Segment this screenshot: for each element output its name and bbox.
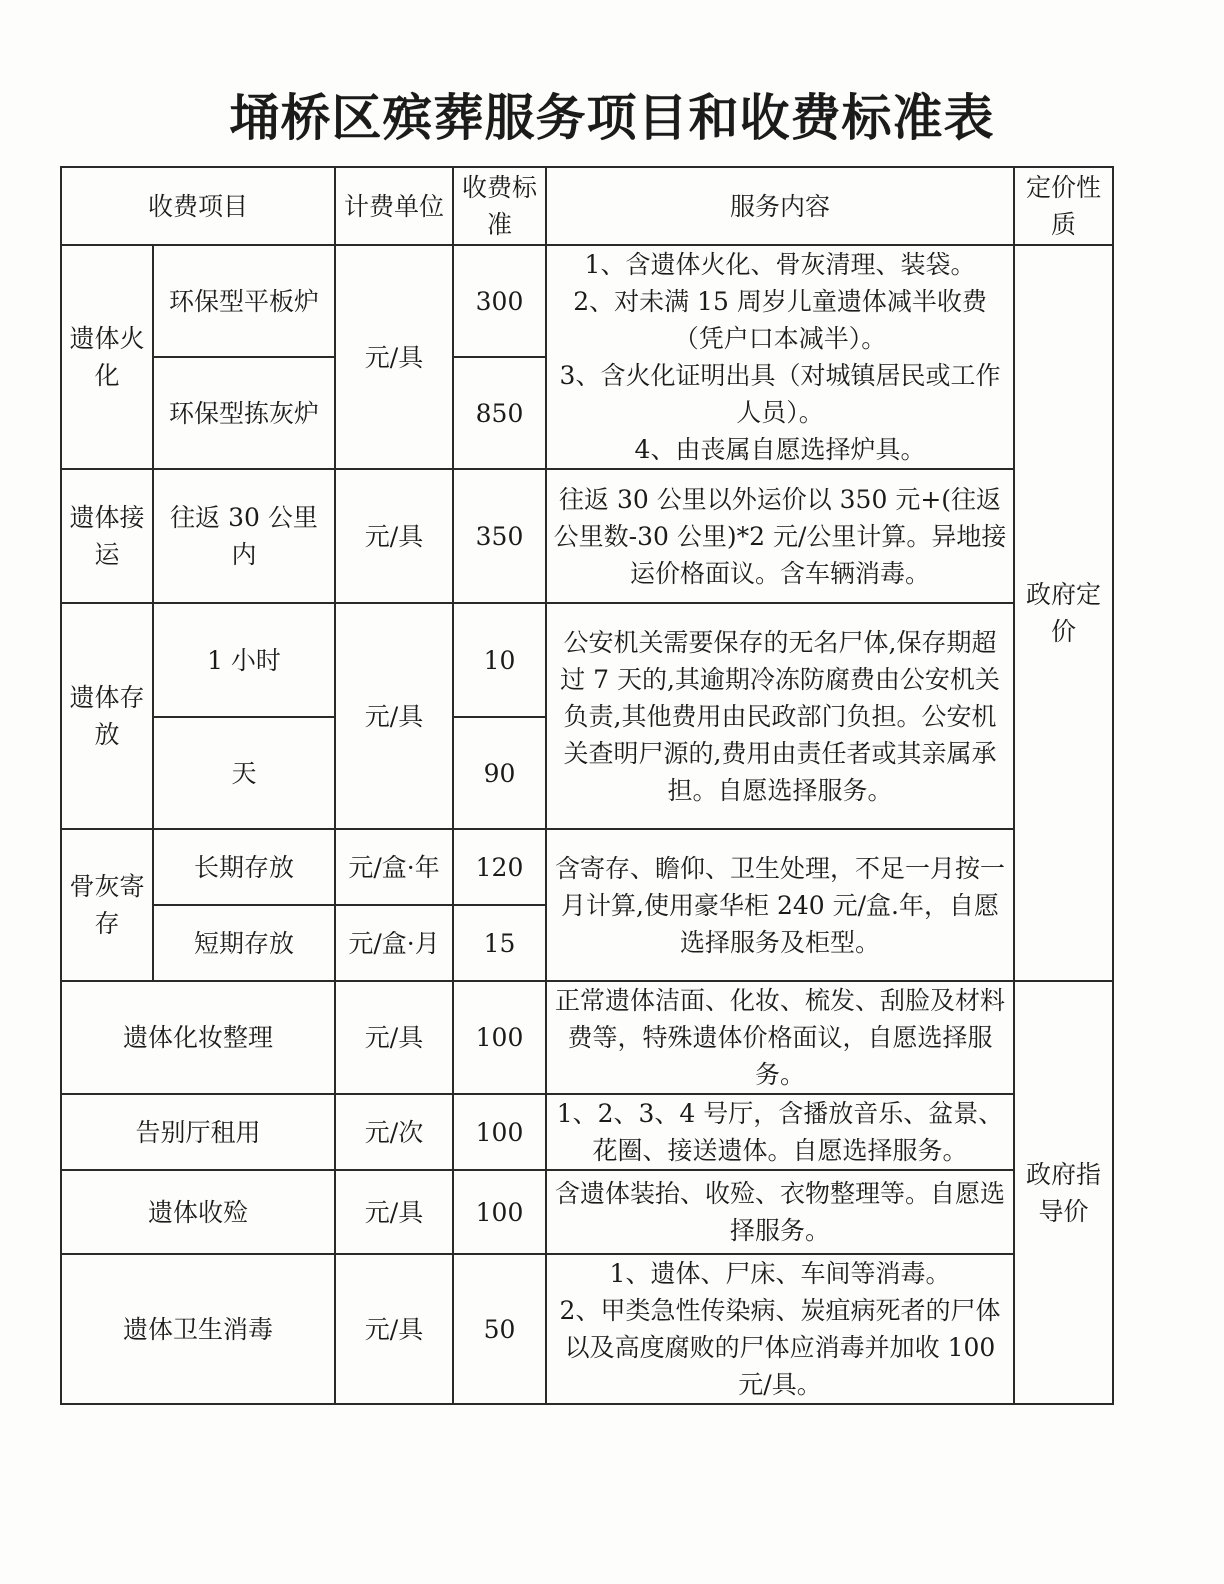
table-row <box>61 829 1113 905</box>
cremation-unit: 元/具 <box>335 245 453 469</box>
nature-gov-price: 政府定价 <box>1014 245 1113 981</box>
transport-sub: 往返 30 公里内 <box>153 469 335 603</box>
header-item: 收费项目 <box>61 167 335 245</box>
disinfect-unit: 元/具 <box>335 1254 453 1404</box>
table-row <box>61 1170 1113 1254</box>
ash-content: 含寄存、瞻仰、卫生处理，不足一月按一月计算,使用豪华柜 240 元/盒.年，自愿选择服务及柜型。 <box>546 829 1014 981</box>
fee-table <box>60 166 1114 1405</box>
transport-unit: 元/具 <box>335 469 453 603</box>
cremation-category: 遗体火化 <box>61 245 153 469</box>
ash-sub1-price: 120 <box>453 829 546 905</box>
table-row <box>61 603 1113 717</box>
storage-sub2-name: 天 <box>153 717 335 829</box>
encoffin-price: 100 <box>453 1170 546 1254</box>
storage-sub1-price: 10 <box>453 603 546 717</box>
ash-sub2-unit: 元/盒·月 <box>335 905 453 981</box>
ash-sub1-name: 长期存放 <box>153 829 335 905</box>
ash-sub2-name: 短期存放 <box>153 905 335 981</box>
cremation-content-line: 1、含遗体火化、骨灰清理、装袋。 <box>584 250 976 279</box>
cremation-content-line: 4、由丧属自愿选择炉具。 <box>634 435 926 464</box>
makeup-price: 100 <box>453 981 546 1094</box>
disinfect-item: 遗体卫生消毒 <box>61 1254 335 1404</box>
disinfect-content-line: 2、甲类急性传染病、炭疽病死者的尸体以及高度腐败的尸体应消毒并加收 100 元/具。 <box>559 1296 1001 1399</box>
transport-category: 遗体接运 <box>61 469 153 603</box>
table-row <box>61 469 1113 603</box>
transport-content: 往返 30 公里以外运价以 350 元+(往返公里数-30 公里)*2 元/公里计算。异地接运价格面议。含车辆消毒。 <box>546 469 1014 603</box>
hall-item: 告别厅租用 <box>61 1094 335 1170</box>
encoffin-content: 含遗体装抬、收殓、衣物整理等。自愿选择服务。 <box>546 1170 1014 1254</box>
table-header-row <box>61 167 1113 245</box>
ash-category: 骨灰寄存 <box>61 829 153 981</box>
cremation-sub2-price: 850 <box>453 357 546 469</box>
table-row <box>61 1094 1113 1170</box>
header-nature: 定价性质 <box>1014 167 1113 245</box>
storage-unit: 元/具 <box>335 603 453 829</box>
header-standard: 收费标准 <box>453 167 546 245</box>
table-row <box>61 981 1113 1094</box>
cremation-sub1-name: 环保型平板炉 <box>153 245 335 357</box>
cremation-content-line: 2、对未满 15 周岁儿童遗体减半收费（凭户口本减半）。 <box>573 287 987 353</box>
storage-sub2-price: 90 <box>453 717 546 829</box>
makeup-item: 遗体化妆整理 <box>61 981 335 1094</box>
encoffin-item: 遗体收殓 <box>61 1170 335 1254</box>
table-row <box>61 245 1113 357</box>
cremation-content-line: 3、含火化证明出具（对城镇居民或工作人员）。 <box>559 361 1001 427</box>
disinfect-content <box>546 1254 1014 1404</box>
cremation-sub2-name: 环保型拣灰炉 <box>153 357 335 469</box>
nature-gov-guide: 政府指导价 <box>1014 981 1113 1404</box>
transport-price: 350 <box>453 469 546 603</box>
header-content: 服务内容 <box>546 167 1014 245</box>
table-row <box>61 1254 1113 1404</box>
header-unit: 计费单位 <box>335 167 453 245</box>
ash-sub2-price: 15 <box>453 905 546 981</box>
disinfect-content-line: 1、遗体、尸床、车间等消毒。 <box>609 1259 951 1288</box>
encoffin-unit: 元/具 <box>335 1170 453 1254</box>
ash-sub1-unit: 元/盒·年 <box>335 829 453 905</box>
hall-price: 100 <box>453 1094 546 1170</box>
page-title: 埇桥区殡葬服务项目和收费标准表 <box>229 89 995 147</box>
disinfect-price: 50 <box>453 1254 546 1404</box>
storage-content: 公安机关需要保存的无名尸体,保存期超过 7 天的,其逾期冷冻防腐费由公安机关负责,其他费用由民政部门负担。公安机关查明尸源的,费用由责任者或其亲属承担。自愿选择服务。 <box>546 603 1014 829</box>
cremation-content <box>546 245 1014 469</box>
hall-content: 1、2、3、4 号厅，含播放音乐、盆景、花圈、接送遗体。自愿选择服务。 <box>546 1094 1014 1170</box>
makeup-content: 正常遗体洁面、化妆、梳发、刮脸及材料费等，特殊遗体价格面议，自愿选择服务。 <box>546 981 1014 1094</box>
storage-category: 遗体存放 <box>61 603 153 829</box>
storage-sub1-name: 1 小时 <box>153 603 335 717</box>
hall-unit: 元/次 <box>335 1094 453 1170</box>
cremation-sub1-price: 300 <box>453 245 546 357</box>
makeup-unit: 元/具 <box>335 981 453 1094</box>
